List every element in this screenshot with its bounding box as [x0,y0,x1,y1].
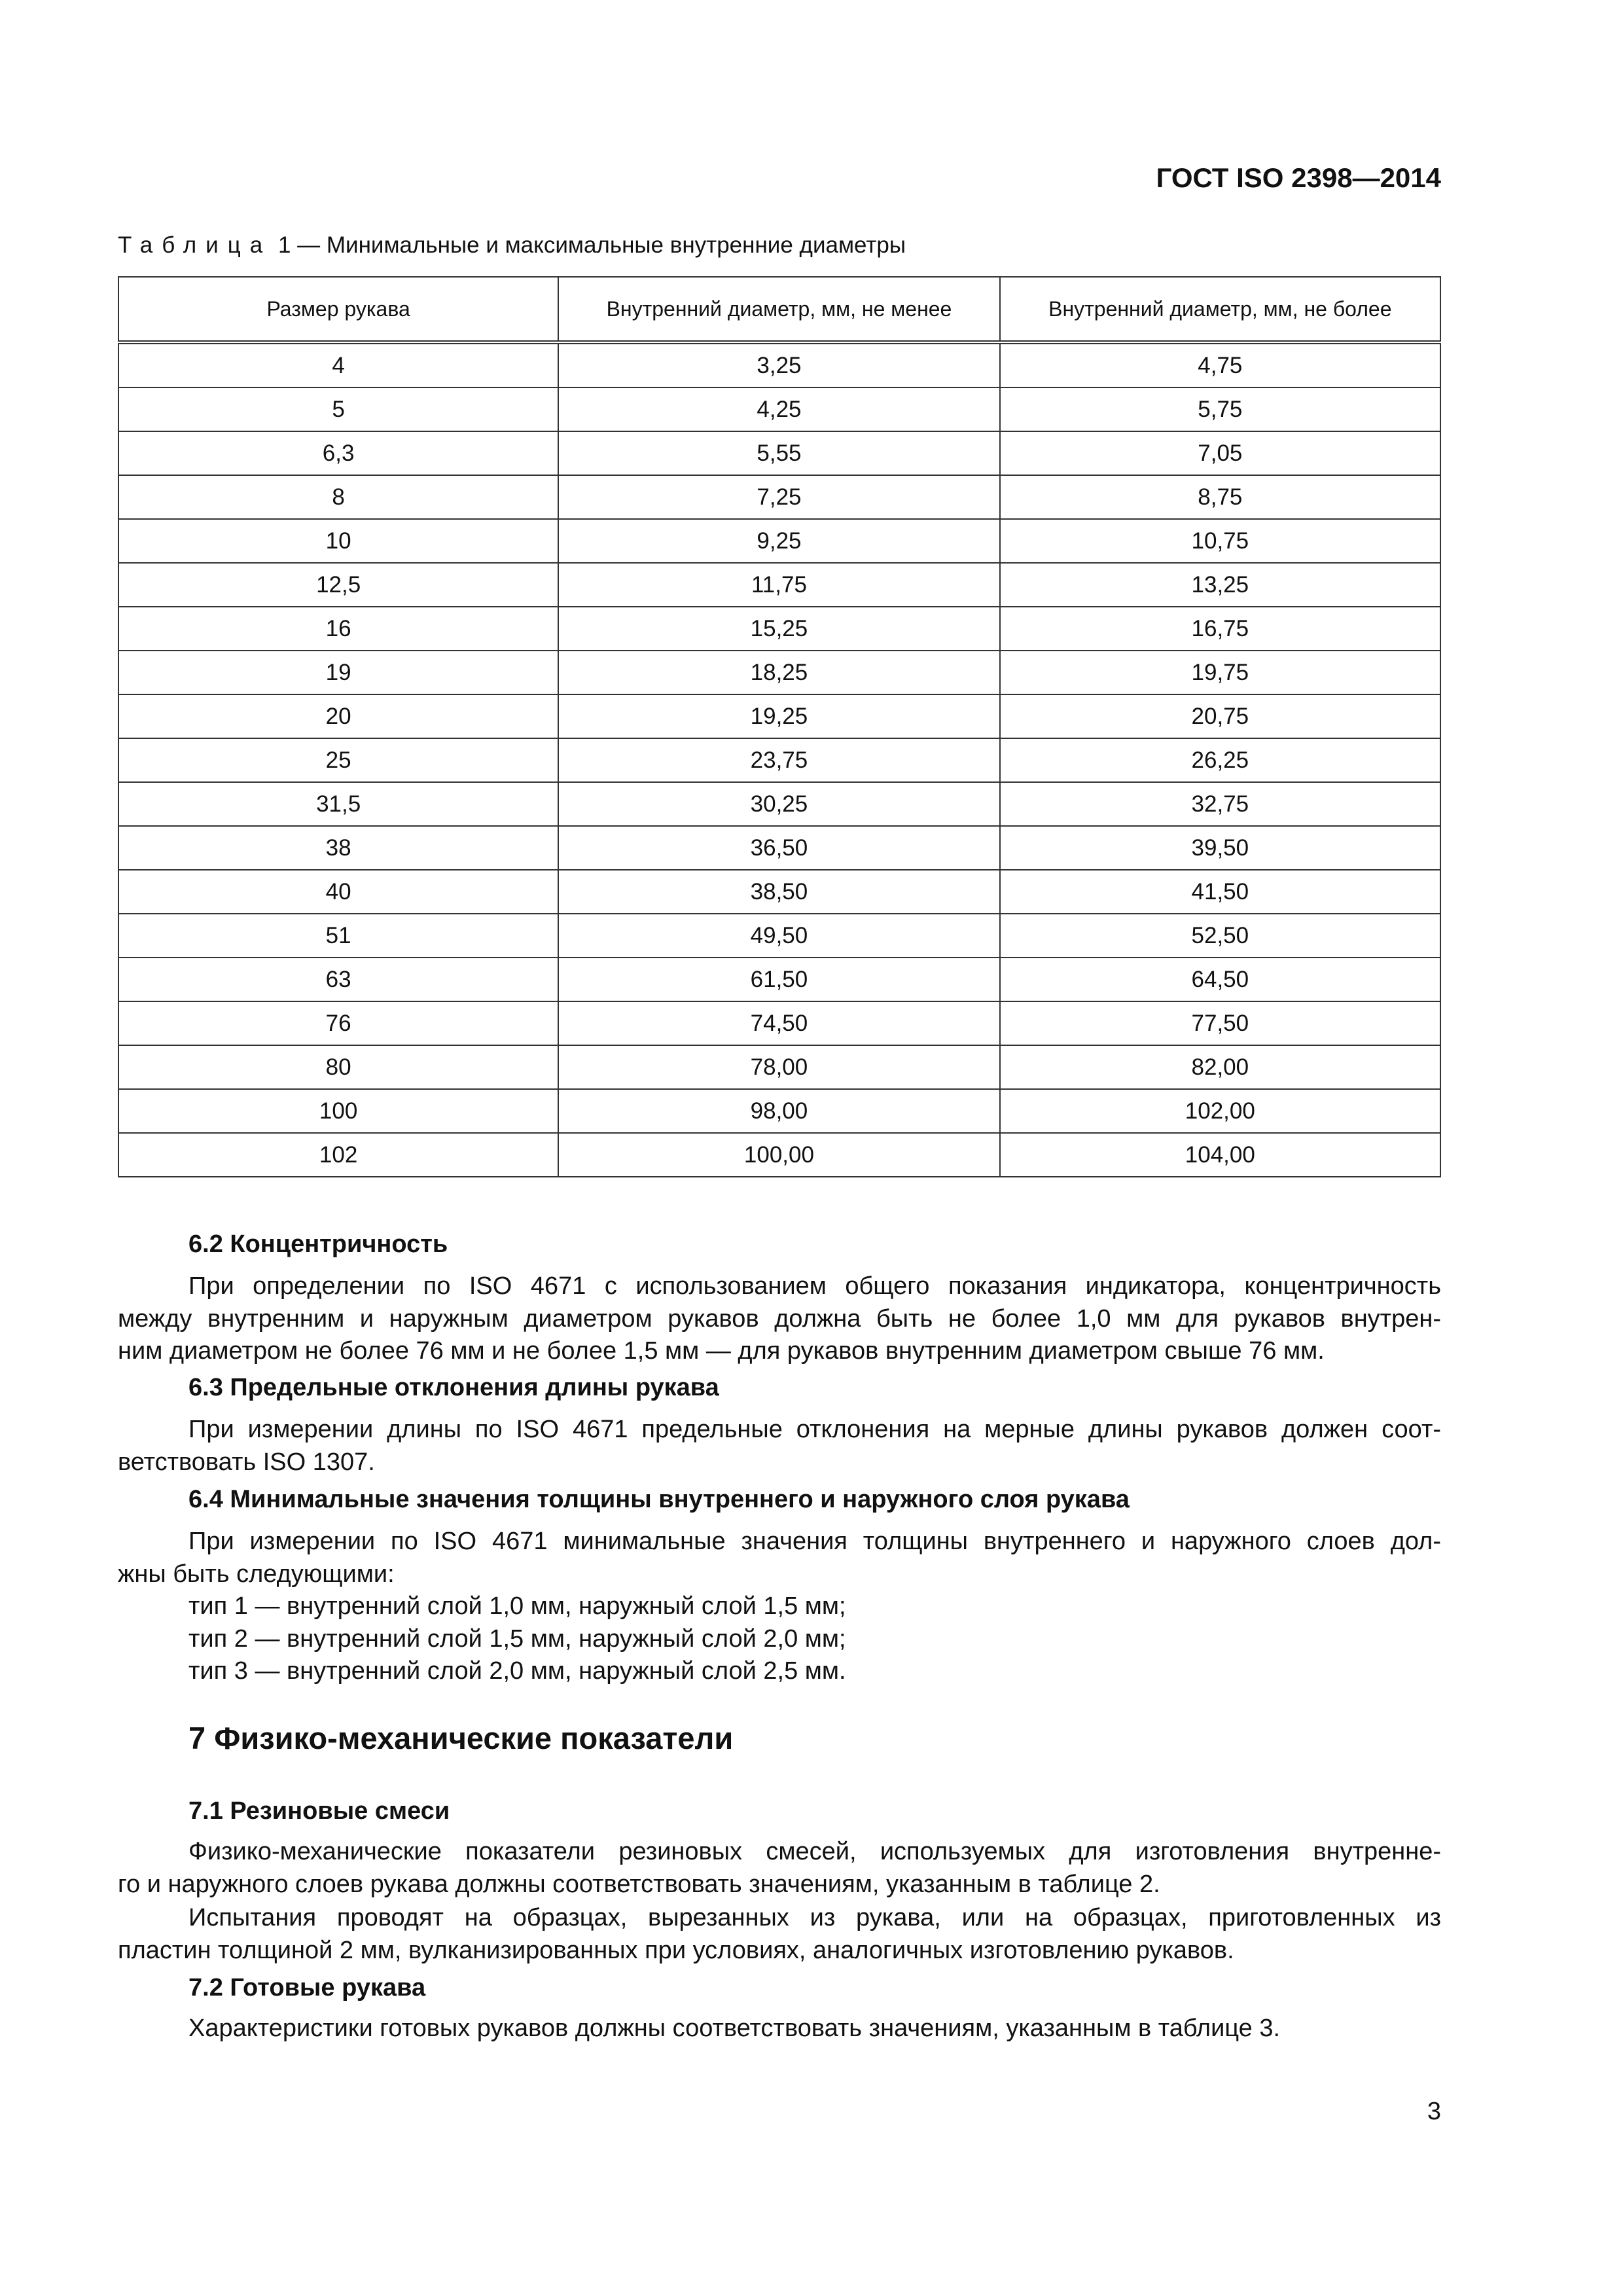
table-row [118,342,1440,387]
table-cell: 15,25 [558,607,999,651]
table-cell: 12,5 [118,563,558,607]
table-row [118,651,1440,694]
section-6-4-heading: 6.4 Минимальные значения толщины внутреннего и наружного слоя рукава [188,1486,1130,1513]
text-line: При определении по ISO 4671 с использованием общего показания индикатора, концентричность [188,1272,1441,1300]
table-cell: 4,75 [1000,342,1440,387]
table-cell: 40 [118,870,558,914]
table-cell: 102 [118,1133,558,1177]
table-row [118,1089,1440,1133]
section-6-4-paragraph [118,1526,1441,1688]
table-row [118,914,1440,958]
table-row [118,1001,1440,1045]
table-row [118,519,1440,563]
table-cell: 30,25 [558,782,999,826]
document-header: ГОСТ ISO 2398—2014 [1156,162,1441,193]
table-cell: 6,3 [118,431,558,475]
table-cell: 36,50 [558,826,999,870]
table-row [118,870,1440,914]
table-cell: 3,25 [558,342,999,387]
table-caption-text: 1 — Минимальные и максимальные внутренние диаметры [277,232,906,258]
table-cell: 5,75 [1000,387,1440,431]
table-row [118,738,1440,782]
table-cell: 5 [118,387,558,431]
table-cell: 38 [118,826,558,870]
table-cell: 7,25 [558,475,999,519]
table-cell: 19 [118,651,558,694]
table-row [118,958,1440,1001]
table-caption-prefix: Таблица [118,232,272,258]
text-line: го и наружного слоев рукава должны соответствовать значениям, указанным в таблице 2. [118,1870,1160,1898]
column-header: Размер рукава [118,277,558,342]
section-6-2-paragraph [118,1270,1441,1368]
table-cell: 61,50 [558,958,999,1001]
text-line: При измерении длины по ISO 4671 предельные отклонения на мерные длины рукавов должен соот- [188,1416,1441,1443]
table-cell: 8 [118,475,558,519]
table-cell: 100,00 [558,1133,999,1177]
table-cell: 16,75 [1000,607,1440,651]
table-cell: 104,00 [1000,1133,1440,1177]
table-row [118,694,1440,738]
table-row [118,782,1440,826]
text-line: Испытания проводят на образцах, вырезанных из рукава, или на образцах, приготовленных из [188,1904,1441,1931]
table-cell: 8,75 [1000,475,1440,519]
section-7-1-paragraph-2 [118,1902,1441,1967]
table-cell: 31,5 [118,782,558,826]
table-row [118,475,1440,519]
list-item: тип 1 — внутренний слой 1,0 мм, наружный слой 1,5 мм; [188,1592,846,1620]
text-line: пластин толщиной 2 мм, вулканизированных при условиях, аналогичных изготовлению рукавов. [118,1936,1234,1964]
section-6-2-heading: 6.2 Концентричность [188,1230,448,1258]
table-cell: 64,50 [1000,958,1440,1001]
table-cell: 39,50 [1000,826,1440,870]
section-7-2-paragraph [118,2013,1441,2045]
section-7-2-heading: 7.2 Готовые рукава [188,1974,426,2001]
table-cell: 20 [118,694,558,738]
table-cell: 78,00 [558,1045,999,1089]
table-cell: 51 [118,914,558,958]
text-line: ним диаметром не более 76 мм и не более 1,5 мм — для рукавов внутренним диаметром свыше 76 мм. [118,1337,1325,1365]
section-6-3-heading: 6.3 Предельные отклонения длины рукава [188,1374,719,1401]
list-item: тип 3 — внутренний слой 2,0 мм, наружный слой 2,5 мм. [188,1657,846,1685]
table-row [118,563,1440,607]
table-row [118,387,1440,431]
table-cell: 23,75 [558,738,999,782]
section-6-3-paragraph [118,1414,1441,1479]
text-line: жны быть следующими: [118,1560,395,1588]
table-row [118,1045,1440,1089]
table-cell: 74,50 [558,1001,999,1045]
section-7-heading: 7 Физико-механические показатели [188,1721,734,1755]
column-header: Внутренний диаметр, мм, не более [1000,277,1440,342]
table-cell: 100 [118,1089,558,1133]
table-caption [118,232,906,259]
text-line: Физико-механические показатели резиновых смесей, используемых для изготовления внутренне- [188,1838,1441,1865]
table-cell: 26,25 [1000,738,1440,782]
table-cell: 102,00 [1000,1089,1440,1133]
diameter-table [118,276,1441,1177]
table-cell: 18,25 [558,651,999,694]
table-cell: 20,75 [1000,694,1440,738]
table-cell: 7,05 [1000,431,1440,475]
text-line: ветствовать ISO 1307. [118,1448,375,1476]
table-header-row [118,277,1440,342]
table-cell: 19,75 [1000,651,1440,694]
table-cell: 52,50 [1000,914,1440,958]
table-cell: 16 [118,607,558,651]
list-item: тип 2 — внутренний слой 1,5 мм, наружный слой 2,0 мм; [188,1624,846,1653]
text-line: При измерении по ISO 4671 минимальные значения толщины внутреннего и наружного слоев дол- [188,1528,1441,1555]
table-row [118,607,1440,651]
table-cell: 63 [118,958,558,1001]
table-cell: 41,50 [1000,870,1440,914]
table-cell: 49,50 [558,914,999,958]
table-cell: 82,00 [1000,1045,1440,1089]
table-row [118,1133,1440,1177]
table-row [118,826,1440,870]
table-cell: 5,55 [558,431,999,475]
table-cell: 11,75 [558,563,999,607]
table-cell: 4 [118,342,558,387]
column-header: Внутренний диаметр, мм, не менее [558,277,999,342]
table-cell: 38,50 [558,870,999,914]
table-cell: 4,25 [558,387,999,431]
table-cell: 10,75 [1000,519,1440,563]
table-cell: 10 [118,519,558,563]
table-cell: 76 [118,1001,558,1045]
section-7-1-heading: 7.1 Резиновые смеси [188,1797,450,1825]
table-cell: 77,50 [1000,1001,1440,1045]
table-cell: 19,25 [558,694,999,738]
table-cell: 25 [118,738,558,782]
text-line: Характеристики готовых рукавов должны соответствовать значениям, указанным в таблице 3. [188,2015,1281,2042]
table-cell: 9,25 [558,519,999,563]
section-7-1-paragraph [118,1836,1441,1901]
table-cell: 80 [118,1045,558,1089]
table-cell: 98,00 [558,1089,999,1133]
table-row [118,431,1440,475]
table-cell: 32,75 [1000,782,1440,826]
text-line: между внутренним и наружным диаметром рукавов должна быть не более 1,0 мм для рукавов внутрен- [118,1304,1441,1333]
table-cell: 13,25 [1000,563,1440,607]
page-number: 3 [1427,2098,1441,2125]
